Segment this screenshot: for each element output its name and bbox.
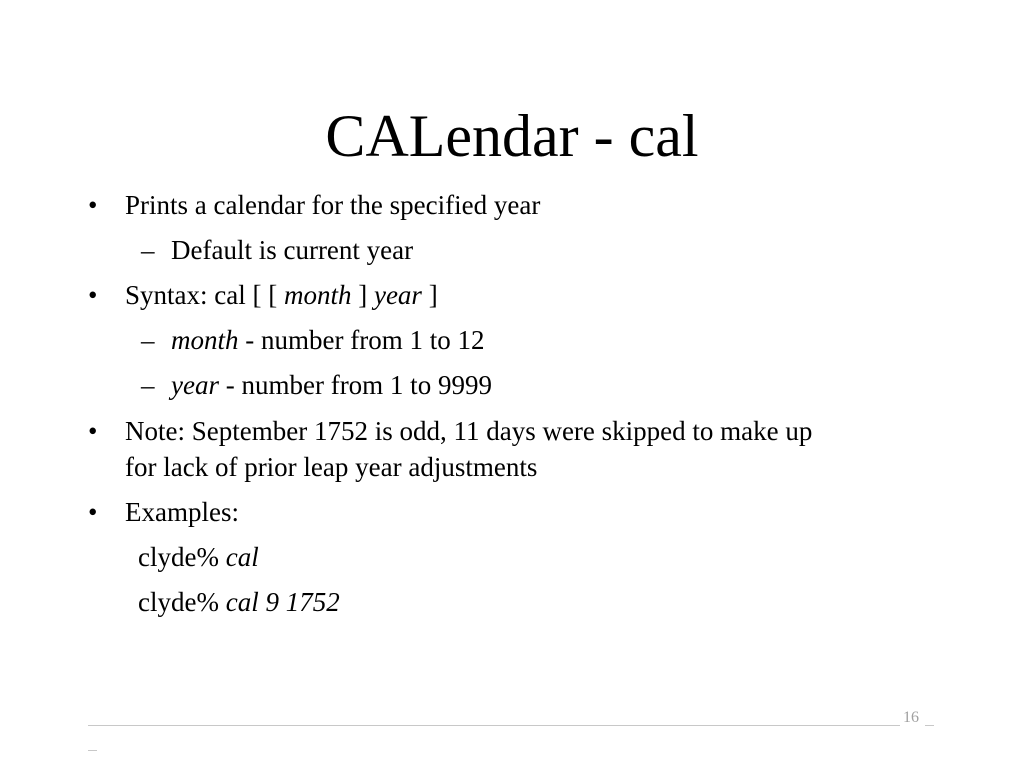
month-description: - number from 1 to 12 <box>238 325 485 355</box>
sub-bullet-month <box>171 322 484 358</box>
slide-title: CALendar - cal <box>325 103 699 169</box>
dash-glyph: – <box>141 325 155 355</box>
bullet-glyph: • <box>88 280 98 310</box>
example-command-2 <box>138 584 340 620</box>
year-description: - number from 1 to 9999 <box>218 370 492 400</box>
dash-glyph: – <box>141 235 155 265</box>
page-number-underline <box>925 725 934 726</box>
bullet-glyph: • <box>88 190 98 220</box>
bullet-note-line-2: for lack of prior leap year adjustments <box>125 452 538 482</box>
example-prompt: clyde% <box>138 587 226 617</box>
dash-glyph: – <box>141 370 155 400</box>
footer-stub-line <box>88 750 97 751</box>
bullet-prints-calendar: Prints a calendar for the specified year <box>125 190 541 220</box>
bullet-note-line-1: Note: September 1752 is odd, 11 days were skipped to make up <box>125 416 813 446</box>
page-number: 16 <box>903 709 919 726</box>
syntax-prefix: Syntax: cal [ [ <box>125 280 284 310</box>
syntax-year-term: year <box>373 280 422 310</box>
sub-bullet-default-year: Default is current year <box>171 235 414 265</box>
bullet-glyph: • <box>88 497 98 527</box>
bullet-examples: Examples: <box>125 497 239 527</box>
year-term: year <box>171 370 219 400</box>
example-prompt: clyde% <box>138 542 226 572</box>
example-command: cal 9 1752 <box>225 587 340 617</box>
sub-bullet-year <box>171 367 492 403</box>
footer-divider <box>88 725 900 726</box>
bullet-glyph: • <box>88 416 98 446</box>
bullet-syntax <box>125 277 438 313</box>
month-term: month <box>171 325 239 355</box>
example-command: cal <box>225 542 259 572</box>
example-command-1 <box>138 539 259 575</box>
syntax-mid: ] <box>351 280 374 310</box>
syntax-suffix: ] <box>421 280 438 310</box>
syntax-month-term: month <box>283 280 352 310</box>
